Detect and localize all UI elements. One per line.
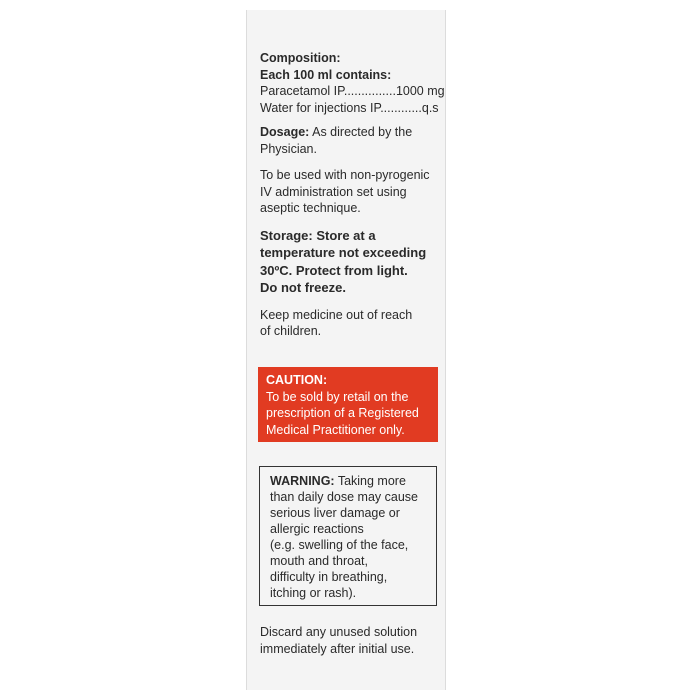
discard-section [260,624,440,657]
caution-line-1: To be sold by retail on the [266,389,409,404]
warning-line-2: than daily dose may cause [270,490,419,504]
storage-line-4: Do not freeze. [260,280,346,295]
warning-line-1: Taking more [334,474,406,488]
warning-box [259,466,437,606]
warning-label: WARNING: [270,474,335,488]
storage-line-3: 30ºC. Protect from light. [260,262,408,278]
caution-title: CAUTION: [266,373,328,387]
composition-line-1: Paracetamol IP...............1000 mg [260,84,445,98]
warning-line-5: (e.g. swelling of the face, [270,538,409,552]
caution-line-3: Medical Practitioner only. [266,422,405,437]
storage-line-1: Storage: Store at a [260,227,376,243]
keep-line-2: of children. [260,324,322,338]
composition-section [260,50,445,116]
caution-box [258,367,438,442]
composition-line-2: Water for injections IP............q.s [260,100,439,115]
keep-section [260,307,440,340]
warning-line-7: difficulty in breathing, [270,570,388,584]
warning-line-4: allergic reactions [270,522,364,536]
discard-line-2: immediately after initial use. [260,641,415,656]
caution-line-2: prescription of a Registered [266,406,419,420]
keep-line-1: Keep medicine out of reach [260,307,413,322]
composition-heading: Composition: [260,51,341,65]
dosage-label: Dosage: [260,125,310,139]
usage-line-1: To be used with non-pyrogenic [260,168,430,182]
warning-line-8: itching or rash). [270,586,357,600]
storage-section [260,227,440,297]
discard-line-1: Discard any unused solution [260,625,418,639]
dosage-text-2: Physician. [260,141,317,156]
warning-line-3: serious liver damage or [270,506,400,520]
label-text [260,50,445,340]
storage-line-2: temperature not exceeding [260,245,427,260]
dosage-section [260,124,440,157]
usage-line-3: aseptic technique. [260,201,361,215]
composition-subheading: Each 100 ml contains: [260,67,392,82]
usage-line-2: IV administration set using [260,184,407,199]
usage-section [260,167,440,217]
dosage-text-1: As directed by the [309,125,413,139]
warning-line-6: mouth and throat, [270,554,368,568]
